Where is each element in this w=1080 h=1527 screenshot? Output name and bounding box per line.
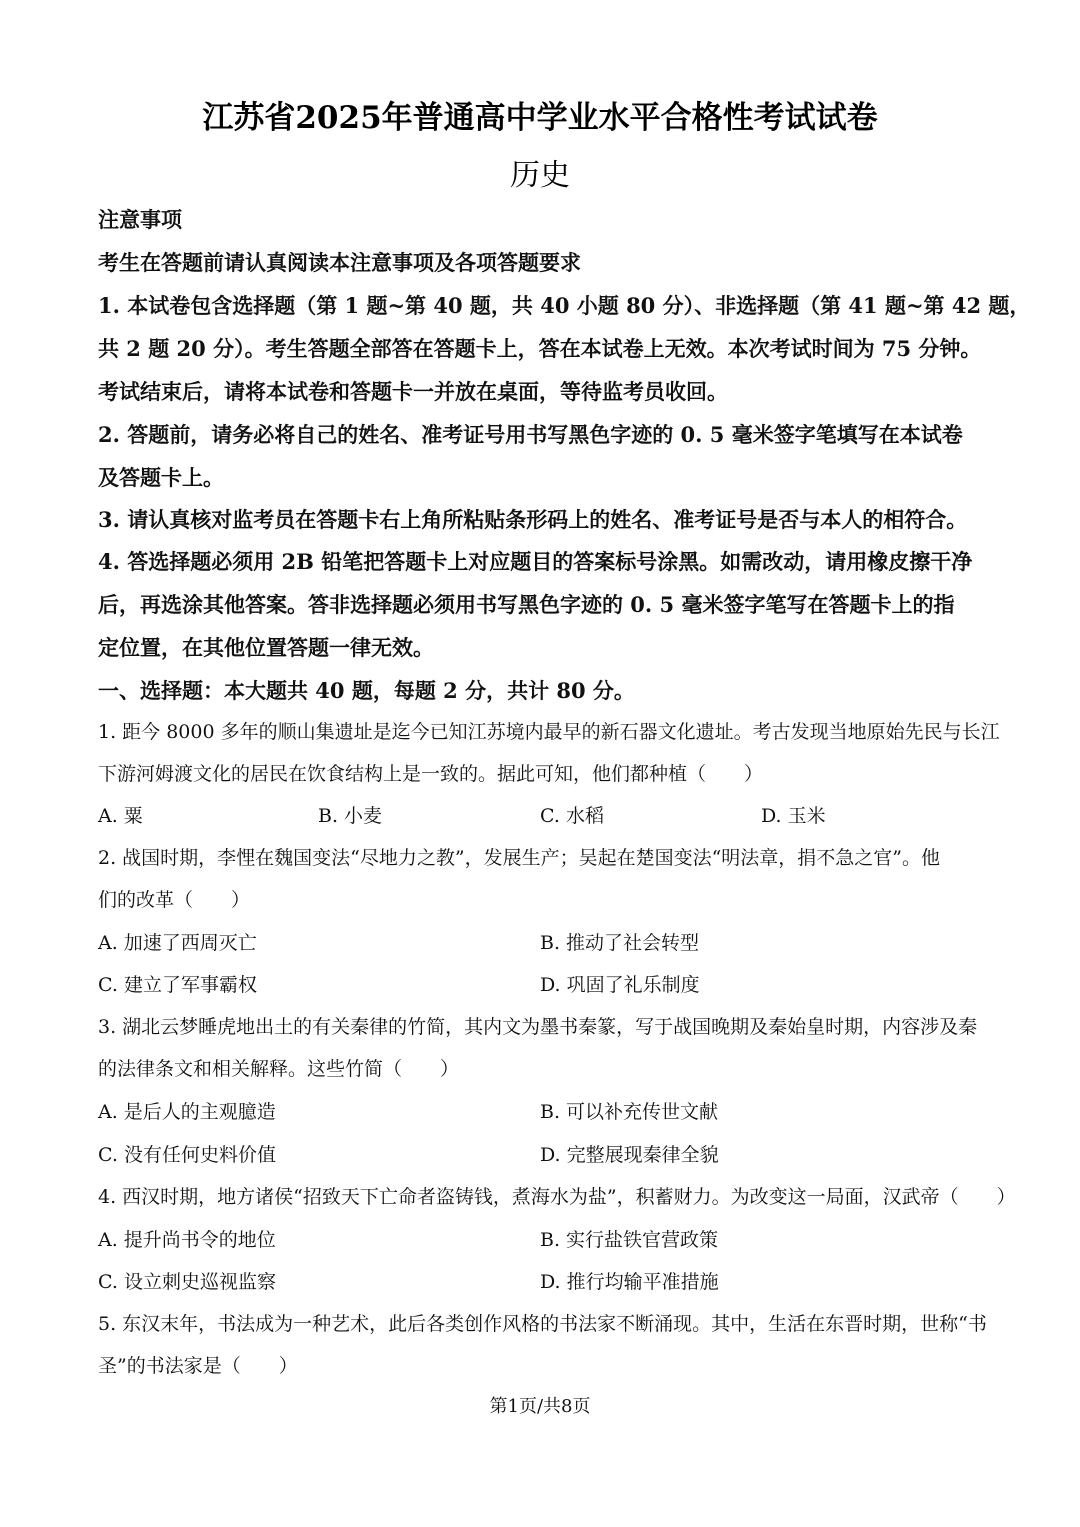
- option-b[interactable]: B. 推动了社会转型: [540, 932, 700, 954]
- option-d[interactable]: D. 推行均输平准措施: [540, 1271, 719, 1293]
- notice-intro: 考生在答题前请认真阅读本注意事项及各项答题要求: [98, 250, 581, 275]
- notice-line: 4. 答选择题必须用 2B 铅笔把答题卡上对应题目的答案标号涂黑。如需改动，请用橡皮擦干净: [98, 549, 973, 574]
- notice-line: 3. 请认真核对监考员在答题卡右上角所粘贴条形码上的姓名、准考证号是否与本人的相符合。: [98, 507, 968, 532]
- notice-line: 及答题卡上。: [98, 465, 224, 490]
- option-a[interactable]: A. 提升尚书令的地位: [98, 1229, 276, 1251]
- question-stem: 的法律条文和相关解释。这些竹简（ ）: [98, 1058, 460, 1080]
- option-b[interactable]: B. 可以补充传世文献: [540, 1101, 719, 1123]
- option-c[interactable]: C. 没有任何史料价值: [98, 1144, 276, 1166]
- question-stem: 2. 战国时期，李悝在魏国变法“尽地力之教”，发展生产；吴起在楚国变法“明法章，捐不急之官”。他: [98, 847, 941, 869]
- question-stem: 1. 距今 8000 多年的顺山集遗址是迄今已知江苏境内最早的新石器文化遗址。考古发现当地原始先民与长江: [98, 721, 1000, 743]
- option-a[interactable]: A. 是后人的主观臆造: [98, 1101, 276, 1123]
- notice-line: 定位置，在其他位置答题一律无效。: [98, 635, 434, 660]
- section-heading: 一、选择题：本大题共 40 题，每题 2 分，共计 80 分。: [98, 678, 635, 703]
- option-a[interactable]: A. 加速了西周灭亡: [98, 932, 257, 954]
- notice-line: 2. 答题前，请务必将自己的姓名、准考证号用书写黑色字迹的 0. 5 毫米签字笔填写在本试卷: [98, 422, 963, 447]
- question-stem: 3. 湖北云梦睡虎地出土的有关秦律的竹简，其内文为墨书秦篆，写于战国晚期及秦始皇时期，内容涉及秦: [98, 1016, 978, 1038]
- question-stem: 下游河姆渡文化的居民在饮食结构上是一致的。据此可知，他们都种植（ ）: [98, 763, 764, 785]
- question-stem: 4. 西汉时期，地方诸侯“招致天下亡命者盗铸钱，煮海水为盐”，积蓄财力。为改变这一局面，汉武帝（ ）: [98, 1186, 1016, 1208]
- notice-line: 共 2 题 20 分）。考生答题全部答在答题卡上，答在本试卷上无效。本次考试时间为 75 分钟。: [98, 336, 982, 361]
- option-d[interactable]: D. 玉米: [761, 805, 826, 827]
- subject-title: 历史: [510, 158, 570, 193]
- option-b[interactable]: B. 实行盐铁官营政策: [540, 1229, 719, 1251]
- notice-line: 1. 本试卷包含选择题（第 1 题~第 40 题，共 40 小题 80 分）、非选择题（第 41 题~第 42 题，: [98, 293, 1031, 318]
- notice-line: 考试结束后，请将本试卷和答题卡一并放在桌面，等待监考员收回。: [98, 379, 728, 404]
- option-c[interactable]: C. 设立刺史巡视监察: [98, 1271, 276, 1293]
- option-c[interactable]: C. 水稻: [540, 805, 604, 827]
- option-c[interactable]: C. 建立了军事霸权: [98, 974, 257, 996]
- option-b[interactable]: B. 小麦: [318, 805, 383, 827]
- page-number: 第1页/共8页: [489, 1396, 591, 1417]
- question-stem: 5. 东汉末年，书法成为一种艺术，此后各类创作风格的书法家不断涌现。其中，生活在东晋时期，世称“书: [98, 1313, 987, 1335]
- notice-line: 后，再选涂其他答案。答非选择题必须用书写黑色字迹的 0. 5 毫米签字笔写在答题卡上的指: [98, 592, 955, 617]
- question-stem: 圣”的书法家是（ ）: [98, 1355, 298, 1377]
- option-d[interactable]: D. 完整展现秦律全貌: [540, 1144, 719, 1166]
- exam-title: 江苏省2025年普通高中学业水平合格性考试试卷: [202, 100, 878, 136]
- notice-heading: 注意事项: [98, 207, 182, 232]
- option-a[interactable]: A. 粟: [98, 805, 143, 827]
- option-d[interactable]: D. 巩固了礼乐制度: [540, 974, 700, 996]
- question-stem: 们的改革（ ）: [98, 889, 251, 911]
